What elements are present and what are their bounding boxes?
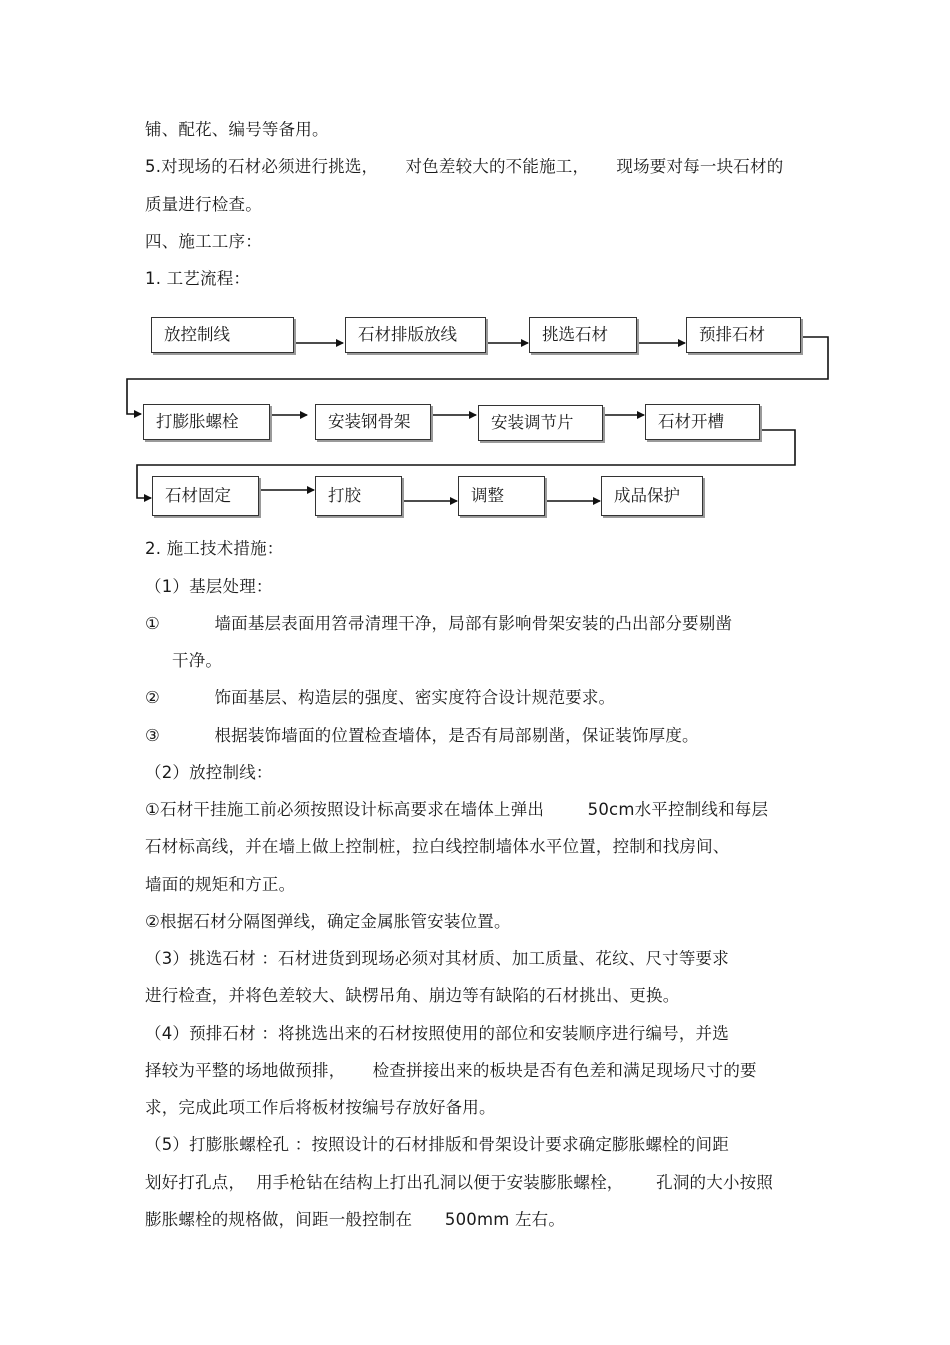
flow-step-box: 成品保护	[601, 476, 703, 516]
flow-step-box: 预排石材	[686, 317, 801, 353]
flow-step-box: 调整	[458, 476, 545, 516]
subsection-heading: 2. 施工技术措施：	[145, 539, 284, 558]
text-line: 5.对现场的石材必须进行挑选， 对色差较大的不能施工， 现场要对每一块石材的	[145, 157, 784, 176]
item-heading: （1）基层处理：	[145, 577, 273, 596]
text-line: ② 饰面基层、构造层的强度、密实度符合设计规范要求。	[145, 688, 616, 707]
flow-step-box: 石材排版放线	[345, 317, 486, 353]
flow-step-box: 安装调节片	[478, 405, 603, 441]
flow-step-box: 放控制线	[151, 317, 294, 353]
text-line: （3）挑选石材 ：石材进货到现场必须对其材质、加工质量、花纹、尺寸等要求	[145, 949, 729, 968]
subsection-heading: 1. 工艺流程：	[145, 269, 251, 288]
text-line: 墙面的规矩和方正。	[145, 875, 296, 894]
flow-step-box: 挑选石材	[529, 317, 637, 353]
text-line: 求，完成此项工作后将板材按编号存放好备用。	[145, 1098, 496, 1117]
flow-step-box: 安装钢骨架	[315, 404, 431, 440]
text-line: 干净。	[172, 651, 223, 670]
text-line: 石材标高线，并在墙上做上控制桩，拉白线控制墙体水平位置，控制和找房间、	[145, 837, 730, 856]
item-heading: （2）放控制线：	[145, 763, 273, 782]
flow-step-box: 石材固定	[152, 476, 259, 516]
text-line: 进行检查，并将色差较大、缺楞吊角、崩边等有缺陷的石材挑出、更换。	[145, 986, 680, 1005]
text-line: 择较为平整的场地做预排， 检查拼接出来的板块是否有色差和满足现场尺寸的要	[145, 1061, 757, 1080]
flow-step-box: 打胶	[315, 476, 402, 516]
text-line: 质量进行检查。	[145, 195, 262, 214]
flow-step-box: 石材开槽	[645, 404, 760, 440]
text-line: （5）打膨胀螺栓孔 ：按照设计的石材排版和骨架设计要求确定膨胀螺栓的间距	[145, 1135, 729, 1154]
text-line: 划好打孔点， 用手枪钻在结构上打出孔洞以便于安装膨胀螺栓， 孔洞的大小按照	[145, 1173, 774, 1192]
text-line: ① 墙面基层表面用笤帚清理干净，局部有影响骨架安装的凸出部分要剔凿	[145, 614, 733, 633]
flow-step-box: 打膨胀螺栓	[143, 404, 270, 440]
text-line: 膨胀螺栓的规格做，间距一般控制在 500mm 左右。	[145, 1210, 566, 1229]
text-line: ②根据石材分隔图弹线，确定金属胀管安装位置。	[145, 912, 511, 931]
flowchart-connectors	[0, 0, 950, 540]
text-line: ③ 根据装饰墙面的位置检查墙体，是否有局部剔凿，保证装饰厚度。	[145, 726, 699, 745]
text-line: ①石材干挂施工前必须按照设计标高要求在墙体上弹出 50cm水平控制线和每层	[145, 800, 769, 819]
text-line: （4）预排石材 ：将挑选出来的石材按照使用的部位和安装顺序进行编号，并选	[145, 1024, 729, 1043]
text-line: 铺、配花、编号等备用。	[145, 120, 329, 139]
section-heading: 四、施工工序：	[145, 232, 262, 251]
